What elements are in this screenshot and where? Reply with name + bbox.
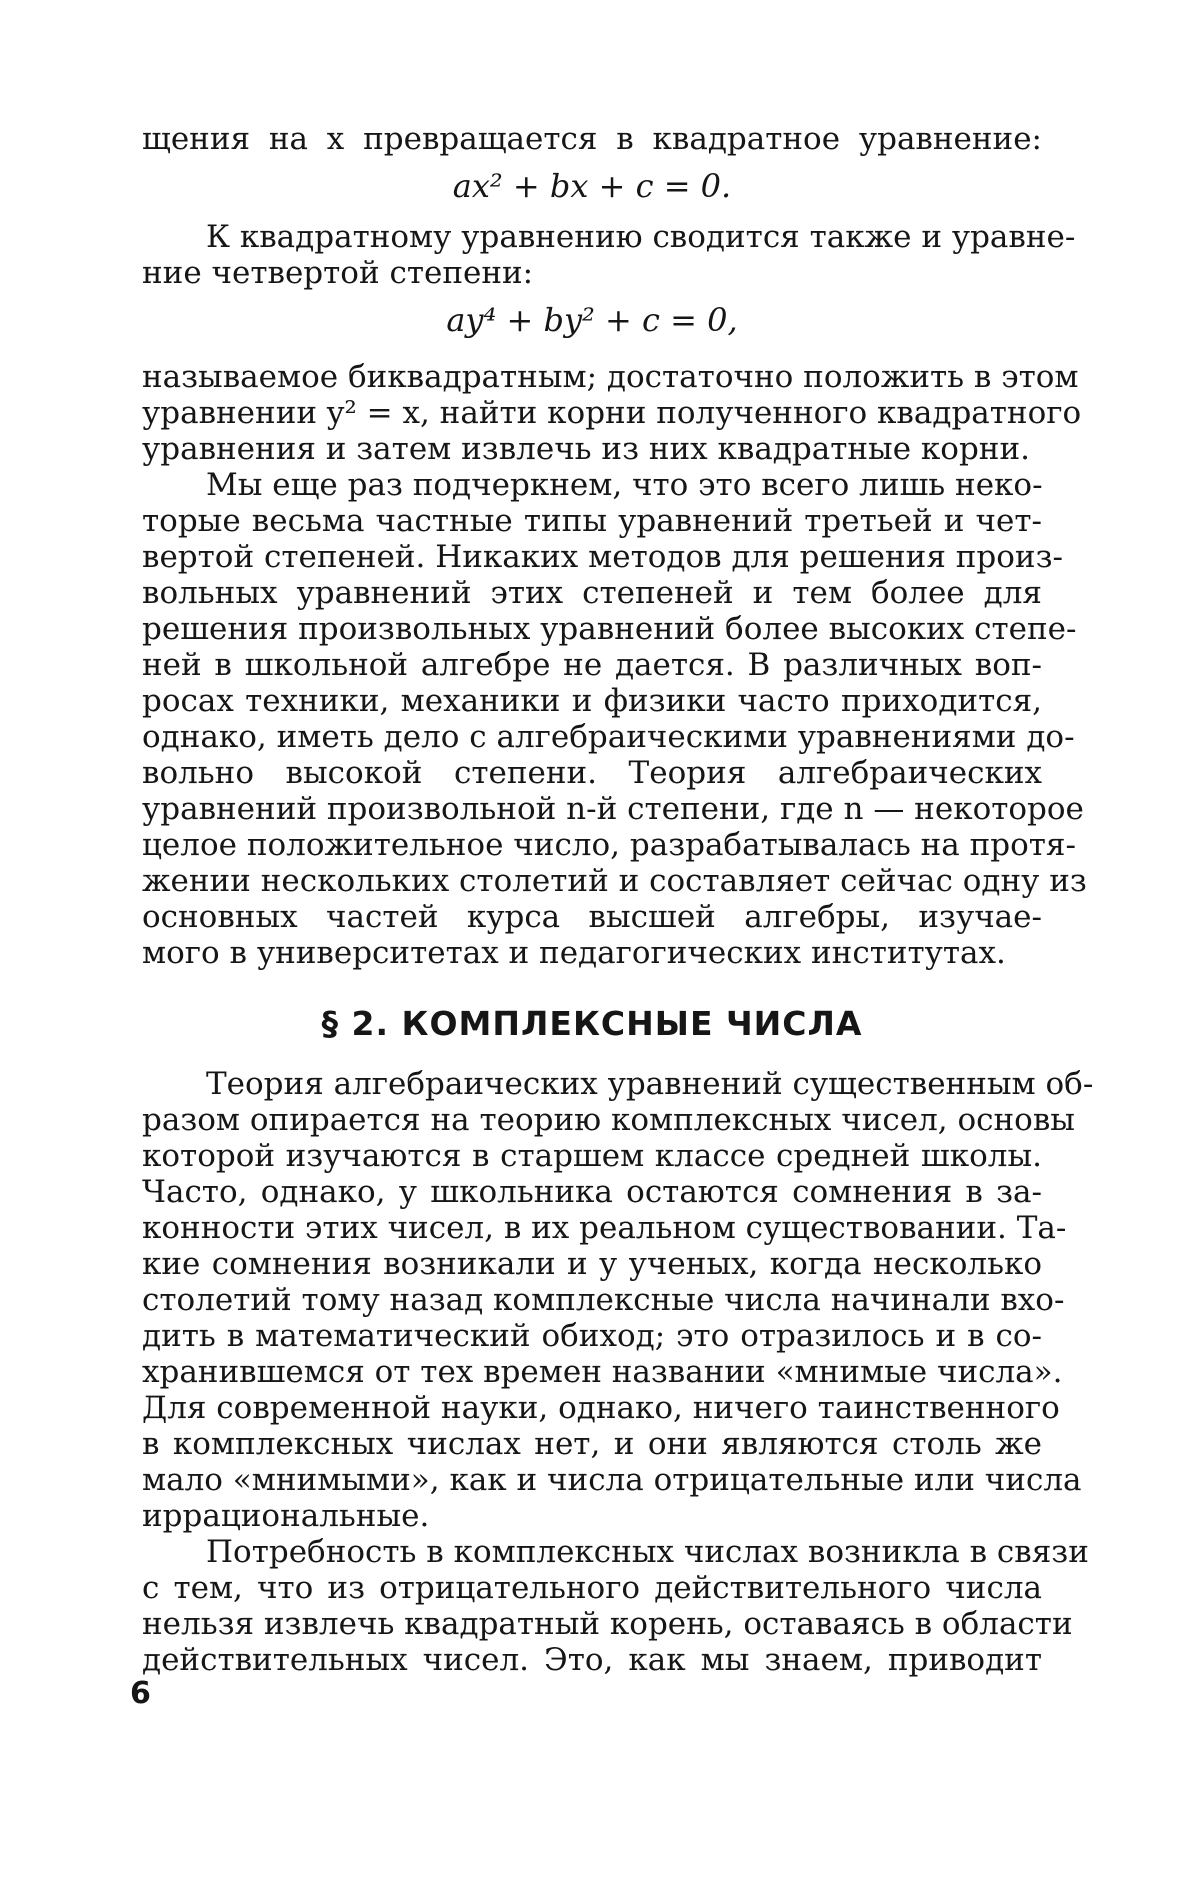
- text-line: конности этих чисел, в их реальном существовании. Та-: [142, 1210, 1067, 1246]
- text-line: иррациональные.: [142, 1498, 430, 1534]
- text-line: ней в школьной алгебре не дается. В различных воп-: [142, 647, 1042, 683]
- text-line: мого в университетах и педагогических институтах.: [142, 935, 1006, 971]
- page-number: 6: [130, 1676, 151, 1711]
- text-line: однако, иметь дело с алгебраическими уравнениями до-: [142, 719, 1075, 755]
- text-line: дить в математический обиход; это отразилось и в со-: [142, 1318, 1042, 1354]
- text-line: Часто, однако, у школьника остаются сомнения в за-: [142, 1174, 1042, 1210]
- text-line: Мы еще раз подчеркнем, что это всего лишь неко-: [206, 467, 1043, 503]
- text-line: К квадратному уравнению сводится также и уравне-: [206, 219, 1076, 255]
- text-line: Потребность в комплексных числах возникла в связи: [206, 1534, 1089, 1570]
- text-line: Теория алгебраических уравнений существенным об-: [206, 1066, 1094, 1102]
- text-line: торые весьма частные типы уравнений третьей и чет-: [142, 503, 1042, 539]
- text-line: целое положительное число, разрабатывалась на протя-: [142, 827, 1076, 863]
- text-line: кие сомнения возникали и у ученых, когда несколько: [142, 1246, 1042, 1282]
- text-line: вольных уравнений этих степеней и тем более для: [142, 575, 1042, 611]
- text-line: решения произвольных уравнений более высоких степе-: [142, 611, 1077, 647]
- text-line: вертой степеней. Никаких методов для решения произ-: [142, 539, 1063, 575]
- text-line: жении нескольких столетий и составляет сейчас одну из: [142, 863, 1087, 899]
- text-line: в комплексных числах нет, и они являются столь же: [142, 1426, 1042, 1462]
- text-line: мало «мнимыми», как и числа отрицательные или числа: [142, 1462, 1082, 1498]
- formula-biquadratic-equation: ay⁴ + by² + c = 0,: [446, 301, 738, 339]
- text-line: с тем, что из отрицательного действительного числа: [142, 1570, 1042, 1606]
- text-line: ние четвертой степени:: [142, 255, 534, 291]
- text-line: называемое биквадратным; достаточно положить в этом: [142, 359, 1079, 395]
- formula-quadratic-equation: ax² + bx + c = 0.: [452, 167, 732, 205]
- text-line: действительных чисел. Это, как мы знаем, приводит: [142, 1642, 1042, 1678]
- text-line: нельзя извлечь квадратный корень, оставаясь в области: [142, 1606, 1073, 1642]
- text-line: Для современной науки, однако, ничего таинственного: [142, 1390, 1060, 1426]
- text-line: которой изучаются в старшем классе средней школы.: [142, 1138, 1042, 1174]
- text-line: вольно высокой степени. Теория алгебраических: [142, 755, 1042, 791]
- text-line: росах техники, механики и физики часто приходится,: [142, 683, 1042, 719]
- text-line: уравнении y² = x, найти корни полученного квадратного: [142, 395, 1082, 431]
- text-line: уравнений произвольной n-й степени, где n — некоторое: [142, 791, 1084, 827]
- text-line: хранившемся от тех времен названии «мнимые числа».: [142, 1354, 1063, 1390]
- text-line: щения на x превращается в квадратное уравнение:: [142, 121, 1042, 157]
- text-line: уравнения и затем извлечь из них квадратные корни.: [142, 431, 1030, 467]
- section-heading: § 2. КОМПЛЕКСНЫЕ ЧИСЛА: [321, 1004, 863, 1043]
- text-line: основных частей курса высшей алгебры, изучае-: [142, 899, 1042, 935]
- text-line: столетий тому назад комплексные числа начинали вхо-: [142, 1282, 1065, 1318]
- text-line: разом опирается на теорию комплексных чисел, основы: [142, 1102, 1075, 1138]
